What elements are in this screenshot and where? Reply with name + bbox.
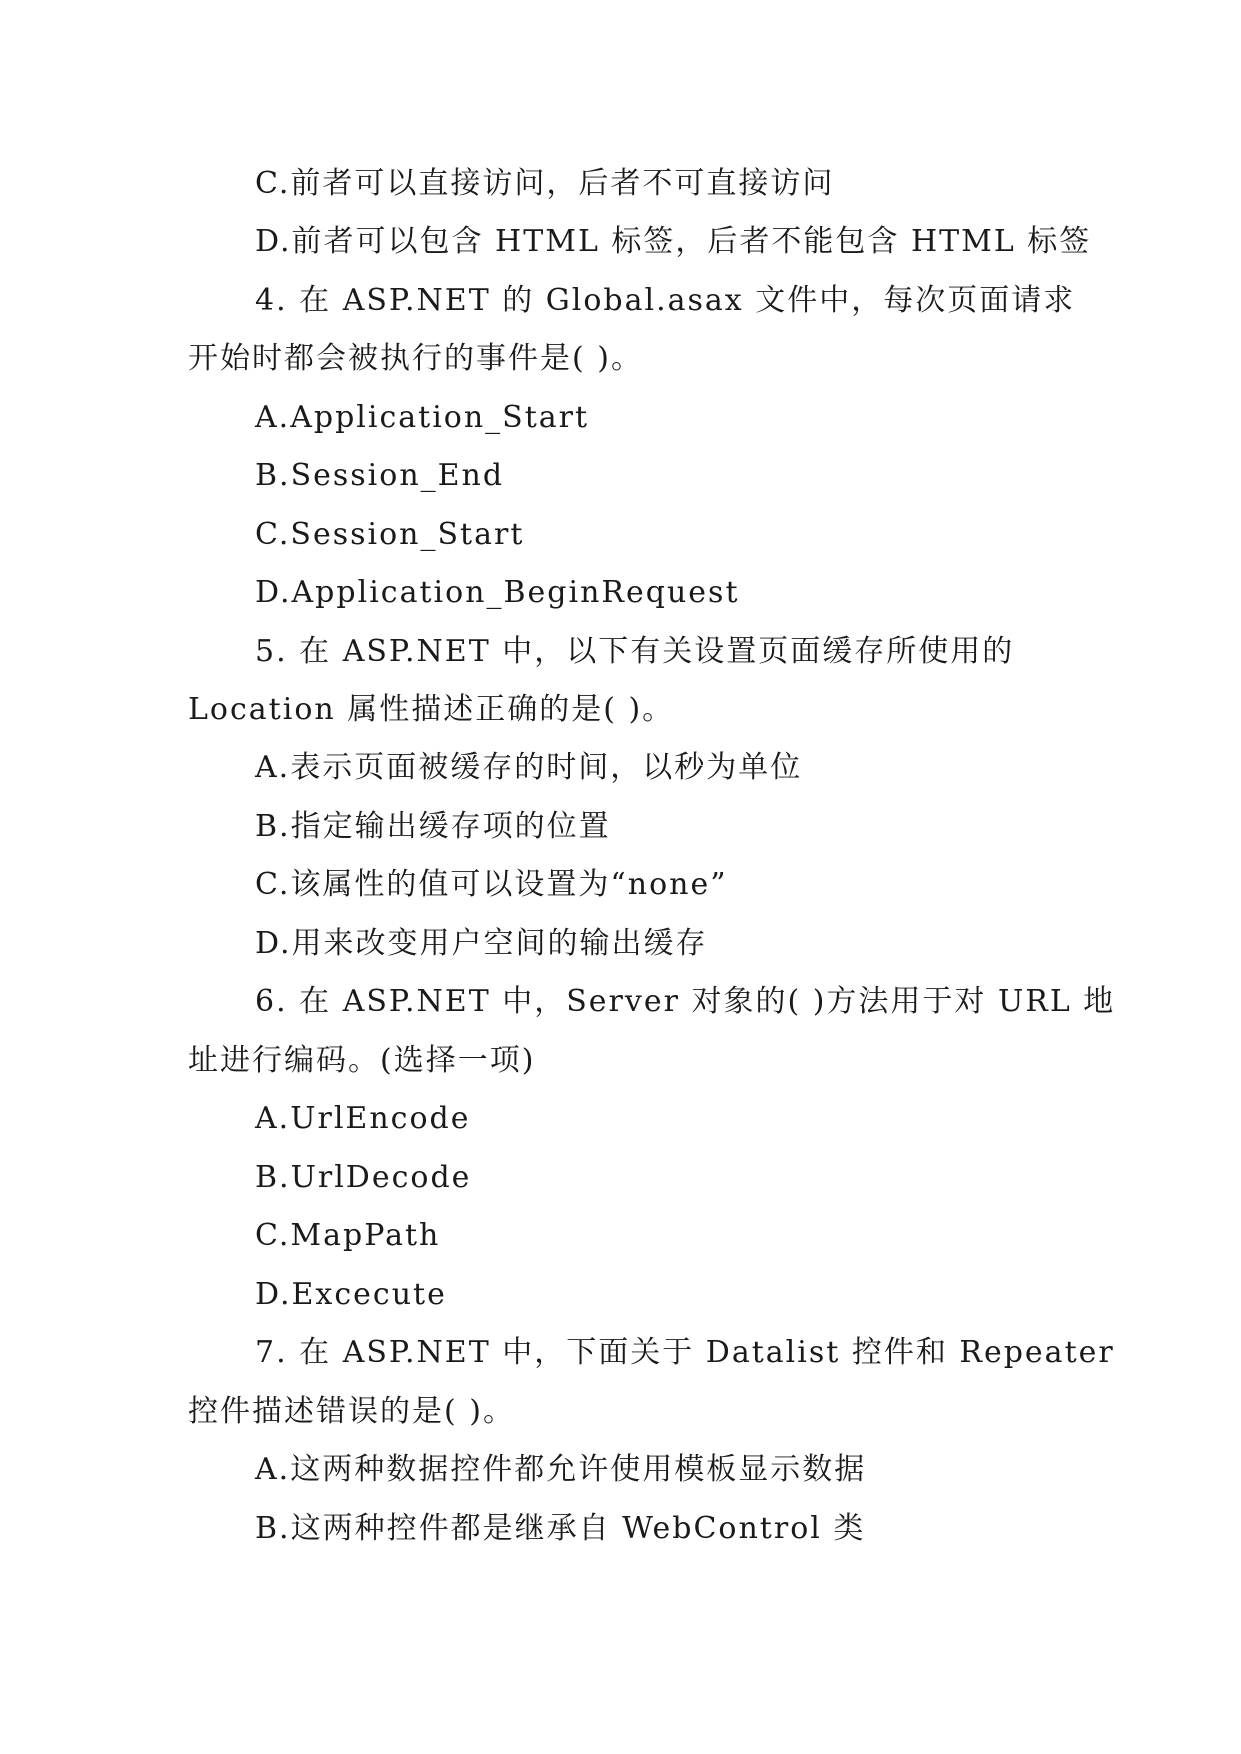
question-line: 4. 在 ASP.NET 的 Global.asax 文件中，每次页面请求: [255, 283, 1076, 318]
option-line: B.UrlDecode: [255, 1160, 472, 1195]
option-line: D.用来改变用户空间的输出缓存: [255, 926, 708, 961]
question-continuation: 控件描述错误的是( )。: [188, 1394, 515, 1429]
question-continuation: 址进行编码。(选择一项): [188, 1043, 536, 1078]
option-line: D.Excecute: [255, 1277, 447, 1312]
question-line: 7. 在 ASP.NET 中，下面关于 Datalist 控件和 Repeater: [255, 1335, 1115, 1370]
option-line: C.该属性的值可以设置为“none”: [255, 867, 728, 902]
option-line: B.指定输出缓存项的位置: [255, 809, 611, 844]
option-line: C.前者可以直接访问，后者不可直接访问: [255, 166, 835, 201]
option-line: D.Application_BeginRequest: [255, 575, 740, 610]
option-line: C.MapPath: [255, 1218, 441, 1253]
option-line: A.这两种数据控件都允许使用模板显示数据: [255, 1452, 867, 1487]
question-continuation: 开始时都会被执行的事件是( )。: [188, 341, 643, 376]
option-line: B.这两种控件都是继承自 WebControl 类: [255, 1511, 866, 1546]
option-line: A.表示页面被缓存的时间，以秒为单位: [255, 750, 803, 785]
question-line: 5. 在 ASP.NET 中，以下有关设置页面缓存所使用的: [255, 634, 1015, 669]
option-line: A.Application_Start: [255, 400, 590, 435]
option-line: D.前者可以包含 HTML 标签，后者不能包含 HTML 标签: [255, 224, 1092, 259]
question-line: 6. 在 ASP.NET 中，Server 对象的( )方法用于对 URL 地: [255, 984, 1116, 1019]
option-line: C.Session_Start: [255, 517, 525, 552]
option-line: A.UrlEncode: [255, 1101, 471, 1136]
question-continuation: Location 属性描述正确的是( )。: [188, 692, 675, 727]
option-line: B.Session_End: [255, 458, 505, 493]
